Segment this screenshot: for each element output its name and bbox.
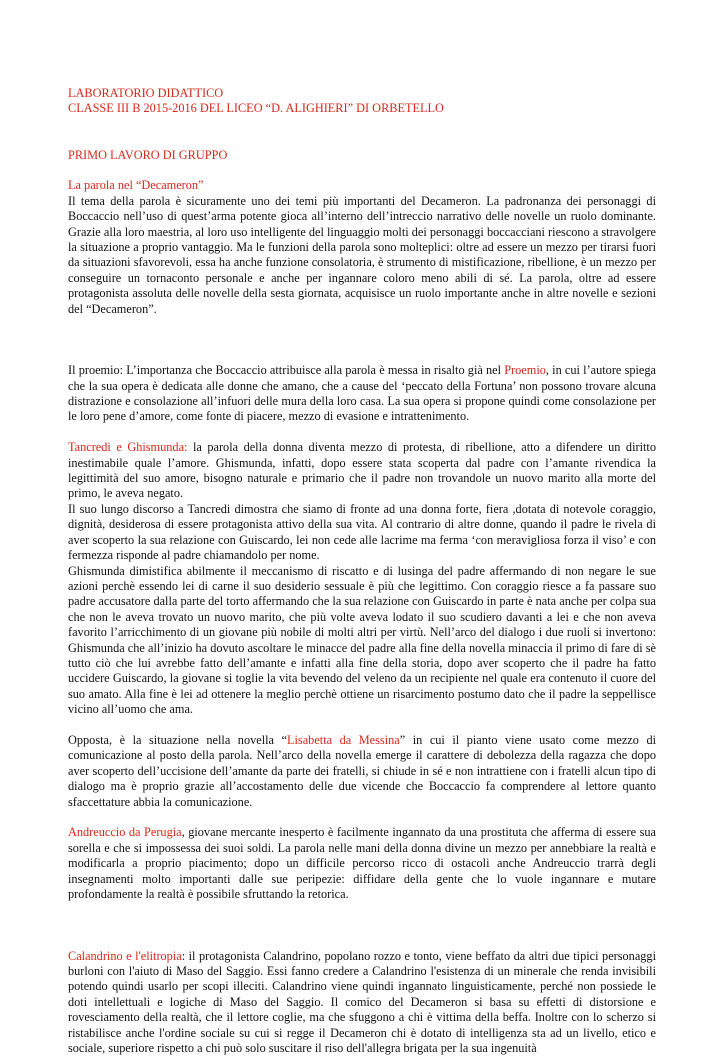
proemio-text-before: Il proemio: L’importanza che Boccaccio attribuisce alla parola è messa in risalto già nel [68, 363, 505, 378]
section-title-parola: La parola nel “Decameron” [68, 178, 204, 193]
paragraph-parola: Il tema della parola è sicuramente uno dei temi più importanti del Decameron. La padronanza dei personaggi di Boccaccio nell’uso di quest’arma potente gioca all’interno dell’intreccio narrativo delle novelle un ruolo dominante. Grazie alla loro maestria, al loro uso intelligente del linguaggio molti dei personaggi boccacciani riescono a stravolgere la situazione a proprio vantaggio. Ma le funzioni della parola sono molteplici: oltre ad essere un mezzo per tirarsi fuori da situazioni sfavorevoli, essa ha anche funzione consolatoria, è strumento di mistificazione, ribellione, è un mezzo per conseguire un tornaconto personale e anche per ingannare coloro meno abili di sé. La parola, oltre ad essere protagonista assoluta delle novelle della sesta giornata, acquisisce un ruolo importante anche in altre novelle e sezioni del “Decameron”. [68, 193, 656, 316]
lisabetta-text-after: ” in cui il pianto viene usato come mezzo di comunicazione al posto della parola. Nell’arco della novella emerge il carattere di debolezza della ragazza che dopo aver scoperto dell’uccisione dell’amante da parte dei fratelli, si chiude in sé e non intrattiene con i fratelli alcun tipo di dialogo ma è proprio grazie all’accostamento delle due vicende che Boccaccio fa comprendere al lettore quanto sfaccettature abbia la comunicazione. [68, 732, 657, 809]
proemio-link: Proemio [504, 363, 546, 378]
calandrino-link: Calandrino e l'elitropia [68, 948, 182, 963]
paragraph-calandrino [68, 949, 656, 1056]
paragraph-andreuccio [68, 825, 656, 902]
lisabetta-link: Lisabetta da Messina [287, 732, 400, 747]
calandrino-text: : il protagonista Calandrino, popolano rozzo e tonto, viene beffato da altri due tipici personaggi burloni con l'aiuto di Maso del Saggio. Essi fanno credere a Calandrino l'esistenza di un minerale che renda invisibili potendo quindi usarlo per scopi illeciti. Calandrino viene quindi ingannato linguisticamente, perché non possiede le doti intellettuali e logiche di Maso del Saggio. Il comico del Decameron si basa su effetti di distorsione e rovesciamento della realtà, che il lettore coglie, ma che sfuggono a chi è vittima della beffa. Inoltre con lo scherzo si ristabilisce anche l'ordine sociale su cui si regge il Decameron chi è dotato di intelligenza sta ad un livello, etico e sociale, superiore rispetto a chi può solo suscitare il riso dell'allegra brigata per la sua ingenuità [68, 948, 656, 1056]
tancredi-text-1: la parola della donna diventa mezzo di protesta, di ribellione, atto a difendere un diritto inestimabile quale l’amore. Ghismunda, infatti, dopo essere stata scoperta dal padre con l’amante rivendica la legittimità del suo amore, bisogno naturale e primario che il padre non trovandole un nuovo marito alla morte del primo, le aveva negato. [68, 440, 656, 501]
paragraph-lisabetta [68, 733, 656, 810]
paragraph-tancredi-1 [68, 440, 656, 502]
tancredi-link: Tancredi e Ghismunda: [68, 440, 188, 455]
proemio-text-after: , in cui l’autore spiega che la sua opera è dedicata alle donne che amano, che a cause del ‘peccato della Fortuna’ non possono trovare alcuna distrazione e consolazione all’infuori delle mura della loro casa. La sua opera si propone quindi come consolazione per le loro pene d’amore, come fonte di piacere, mezzo di evasione e intrattenimento. [68, 363, 656, 424]
paragraph-tancredi-2: Il suo lungo discorso a Tancredi dimostra che siamo di fronte ad una donna forte, fiera ,dotata di notevole coraggio, dignità, desiderosa di essere protagonista attivo della sua vita. Al contrario di altre donne, quando il padre le rivela di aver scoperto la sua relazione con Guiscardo, lei non cede alle lacrime ma ferma ‘con meravigliosa forza il viso’ e con fermezza risponde al padre chiamandolo per nome. [68, 501, 656, 563]
document-body [68, 86, 656, 1056]
andreuccio-link: Andreuccio da Perugia [68, 825, 182, 840]
lisabetta-text-before: Opposta, è la situazione nella novella “ [68, 732, 287, 747]
paragraph-proemio [68, 363, 656, 425]
lab-title: LABORATORIO DIDATTICO [68, 86, 224, 100]
andreuccio-text: , giovane mercante inesperto è facilmente ingannato da una prostituta che afferma di essere sua sorella e che si impossessa dei suoi soldi. La parola nelle mani della donna divine un mezzo per annebbiare la realtà e modificarla a proprio piacimento; dopo un difficile percorso ricco di ostacoli anche Andreuccio trarrà degli insegnamenti molto importanti dalle sue peripezie: diffidare della gente che lo vuole ingannare e mutare profondamente la realtà è possibile sfruttando la retorica. [68, 825, 656, 902]
group-title: PRIMO LAVORO DI GRUPPO [68, 147, 228, 162]
paragraph-tancredi-3: Ghismunda dimistifica abilmente il meccanismo di riscatto e di lusinga del padre affermando di non negare le sue azioni perchè essendo lei di carne il suo desiderio sessuale è più che legittimo. Con coraggio riesce a fa passare suo padre accusatore dalla parte del torto affermando che la sua relazione con Guiscardo in parte è nata anche per colpa sua che non le aveva trovato un nuovo marito, che più volte aveva lodato il suo scudiero davanti a lei e che non aveva favorito l’arricchimento di un giovane più nobile di molti altri per virtù. Nell’arco del dialogo i due ruoli si invertono: Ghismunda che all’inizio ha dovuto ascoltare le minacce del padre alla fine della novella minaccia il primo di fare di sè tutto ciò che lui avrebbe fatto dell’amante e infatti alla fine della storia, dopo aver scoperto che il padre ha fatto uccidere Guiscardo, la giovane si toglie la vita bevendo del veleno da un recipiente nel quale era contenuto il cuore del suo amato. Alla fine è lei ad ottenere la meglio perchè ottiene un risarcimento postumo dato che il padre la seppellisce vicino all’uomo che ama. [68, 563, 656, 717]
class-title: CLASSE III B 2015-2016 DEL LICEO “D. ALIGHIERI” DI ORBETELLO [68, 101, 444, 116]
